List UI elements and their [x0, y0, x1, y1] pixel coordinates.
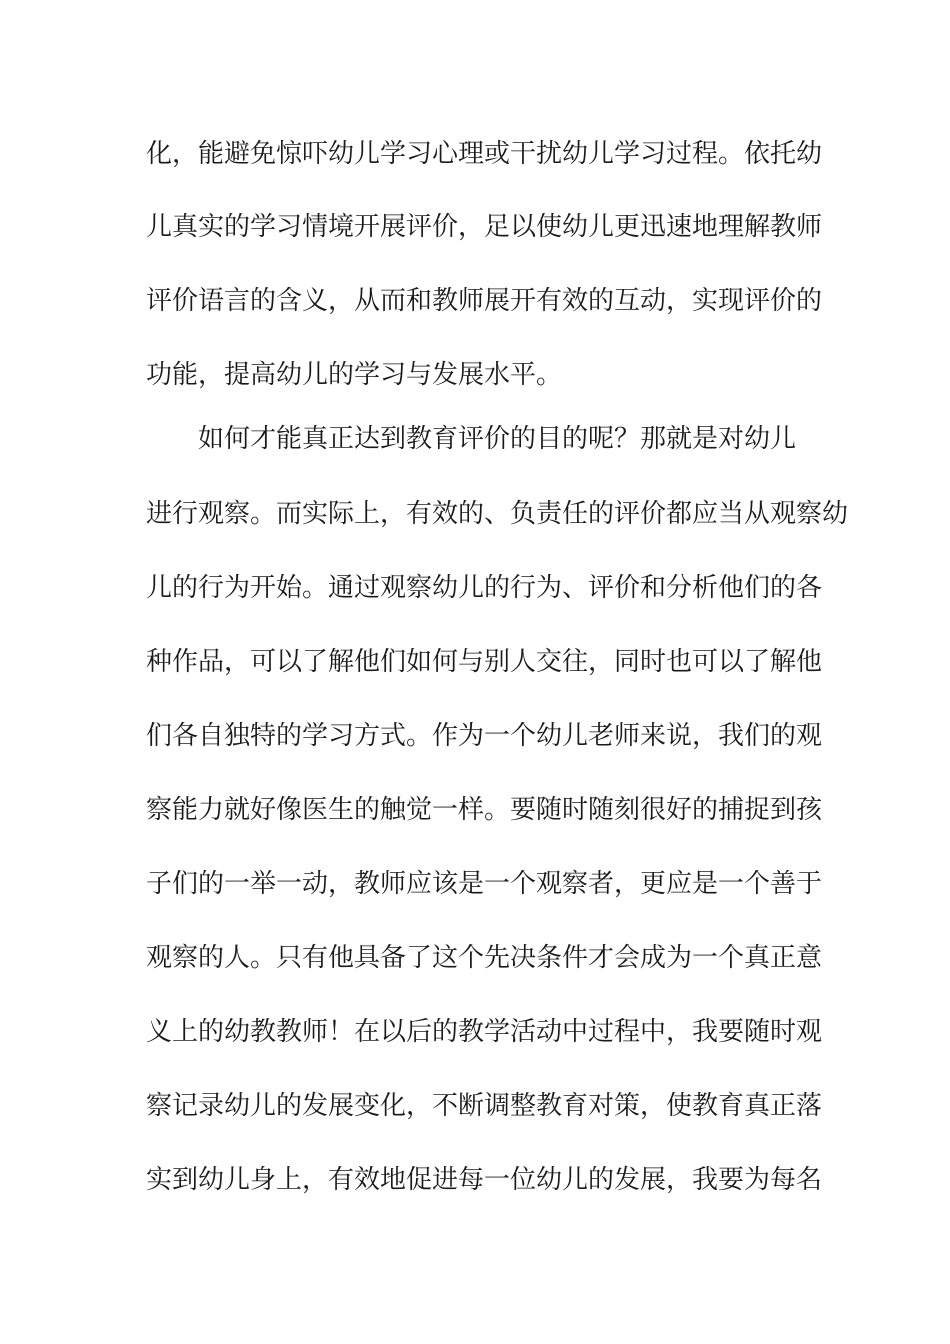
text-line: 观察的人。只有他具备了这个先决条件才会成为一个真正意: [146, 943, 823, 973]
text-line: 察能力就好像医生的触觉一样。要随时随刻很好的捕捉到孩: [146, 795, 823, 825]
text-line: 儿真实的学习情境开展评价，足以使幼儿更迅速地理解教师: [146, 212, 823, 242]
text-line: 评价语言的含义，从而和教师展开有效的互动，实现评价的: [146, 286, 823, 316]
text-line: 实到幼儿身上，有效地促进每一位幼儿的发展，我要为每名: [146, 1165, 823, 1195]
text-line: 义上的幼教教师！在以后的教学活动中过程中，我要随时观: [146, 1017, 823, 1047]
text-line: 功能，提高幼儿的学习与发展水平。: [146, 360, 563, 390]
text-line: 种作品，可以了解他们如何与别人交往，同时也可以了解他: [146, 647, 823, 677]
text-line: 察记录幼儿的发展变化，不断调整教育对策，使教育真正落: [146, 1091, 823, 1121]
text-line: 化，能避免惊吓幼儿学习心理或干扰幼儿学习过程。依托幼: [146, 139, 823, 169]
paragraph-first-line: 如何才能真正达到教育评价的目的呢？那就是对幼儿: [198, 424, 797, 454]
text-line: 进行观察。而实际上，有效的、负责任的评价都应当从观察幼: [146, 499, 849, 529]
text-line: 们各自独特的学习方式。作为一个幼儿老师来说，我们的观: [146, 721, 823, 751]
text-line: 子们的一举一动，教师应该是一个观察者，更应是一个善于: [146, 869, 823, 899]
text-line: 儿的行为开始。通过观察幼儿的行为、评价和分析他们的各: [146, 573, 823, 603]
